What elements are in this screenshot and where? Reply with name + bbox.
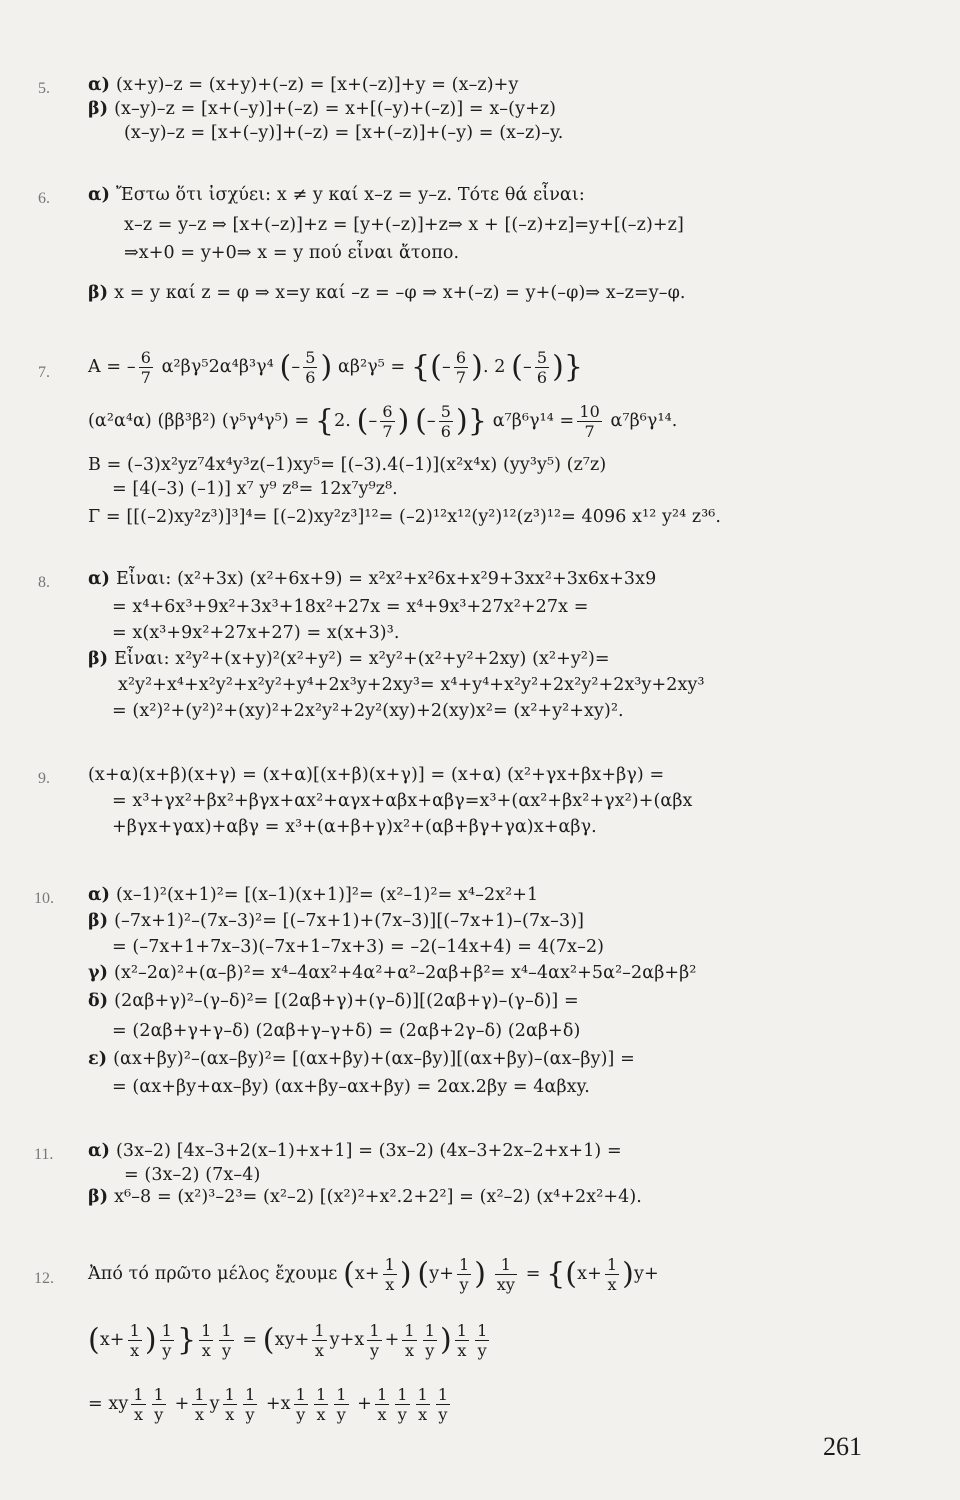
fraction [423, 1321, 437, 1360]
numerator: 1 [458, 1255, 470, 1274]
equation: ⇒x+0 = y+0⇒ x = y πού εἶναι ἄτοπο. [124, 243, 460, 263]
problem-number: 5. [38, 80, 50, 97]
solution-line [88, 184, 585, 206]
numerator: 1 [397, 1385, 408, 1404]
denominator: 7 [455, 368, 467, 387]
numerator: 1 [244, 1385, 256, 1404]
paren: ( [343, 1256, 355, 1292]
part-label: α) [88, 185, 110, 205]
part-label: ε) [88, 1049, 108, 1069]
denominator: 6 [305, 368, 316, 387]
page-number: 261 [823, 1432, 862, 1461]
equation: (2αβ+γ)²–(γ–δ)²= [(2αβ+γ)+(γ–δ)][(2αβ+γ)–(γ–δ)] = [114, 991, 579, 1011]
equation-line: A = – $\frac{6}{7}$ α²βγ⁵2α⁴β³γ⁴ (– $\frac{5}{6}$ ) αβ²γ⁵ = {(– $\frac{6}{7}$ ). 2 (– $\frac{5}{6}$ )} [88, 348, 584, 387]
solution-line [88, 1140, 622, 1162]
solution-line [88, 990, 579, 1012]
denominator: x [457, 1341, 467, 1360]
fraction [380, 402, 394, 441]
paren: ) [622, 1256, 634, 1292]
numerator: 1 [376, 1385, 388, 1404]
fraction [128, 1321, 142, 1360]
problem-number: 11. [34, 1146, 54, 1163]
denominator: x [377, 1405, 387, 1424]
var: x [280, 1394, 291, 1414]
equation: (x+y)–z = (x+y)+(–z) = [x+(–z)]+y = (x–z)+y [115, 75, 519, 95]
problem-number: 10. [34, 890, 54, 907]
brace: )} [456, 403, 488, 439]
equation: x²y²+x⁴+x²y²+x²y²+y⁴+2x³y+2xy³= x⁴+y⁴+x²y²+2x²y²+2x³y+2xy³ [118, 675, 705, 695]
expression: . 2 [482, 357, 506, 377]
intro-text: Ἀπό τό πρῶτο μέλος ἔχουμε [88, 1264, 338, 1284]
numerator: 1 [456, 1321, 468, 1340]
denominator: y [154, 1405, 164, 1424]
op: + [174, 1394, 190, 1414]
paren: ) [471, 349, 483, 385]
numerator: 5 [536, 348, 548, 367]
fraction [475, 1321, 489, 1360]
solution-line [88, 648, 610, 670]
numerator: 1 [336, 1385, 347, 1404]
numerator: 1 [224, 1385, 235, 1404]
var: x [577, 1264, 588, 1284]
numerator: 1 [606, 1255, 618, 1274]
fraction [367, 1321, 381, 1360]
numerator: 5 [305, 348, 316, 367]
denominator: y [336, 1405, 346, 1424]
fraction [131, 1385, 145, 1424]
var: y [329, 1330, 340, 1350]
paren: ) [474, 1256, 487, 1292]
denominator: y [245, 1405, 255, 1424]
part-label: α) [88, 1141, 110, 1161]
part-label: α) [88, 885, 110, 905]
op: + [439, 1264, 454, 1284]
equation: = (αx+βy+αx–βy) (αx+βy–αx+βy) = 2αx.2βy = 4αβxy. [112, 1077, 590, 1097]
solution-line [88, 282, 686, 304]
brace: {( [410, 349, 442, 385]
var: y [633, 1264, 644, 1284]
denominator: x [194, 1405, 205, 1424]
paren: ) [320, 349, 333, 385]
denominator: 6 [536, 368, 548, 387]
fraction [314, 1385, 328, 1424]
numerator: 1 [161, 1321, 172, 1340]
fraction [334, 1385, 348, 1424]
equation: = (–7x+1+7x–3)(–7x+1–7x+3) = –2(–14x+4) = 4(7x–2) [112, 937, 605, 957]
paren: ) [397, 403, 410, 439]
equation: (x–y)–z = [x+(–y)]+(–z) = x+[(–y)+(–z)] = x–(y+z) [114, 99, 557, 119]
fraction [303, 348, 317, 387]
equation: (3x–2) [4x–3+2(x–1)+x+1] = (3x–2) (4x–3+2x–2+x+1) = [115, 1141, 622, 1161]
var: x [354, 1330, 365, 1350]
fraction [495, 1255, 517, 1294]
numerator: 1 [295, 1385, 306, 1404]
equation: +βγx+γαx)+αβγ = x³+(α+β+γ)x²+(αβ+βγ+γα)x+αβγ. [112, 817, 597, 837]
fraction [577, 402, 602, 441]
equation: (αx+βy)²–(αx–βy)²= [(αx+βy)+(αx–βy)][(αx+βy)–(αx–βy)] = [113, 1049, 635, 1069]
equation: = (2αβ+γ+γ–δ) (2αβ+γ–γ+δ) = (2αβ+2γ–δ) (2αβ+δ) [112, 1021, 581, 1041]
expression: A = – [88, 357, 136, 377]
problem-number: 7. [38, 364, 50, 381]
equation: (–7x+1)²–(7x–3)²= [(–7x+1)+(7x–3)][(–7x+1)–(7x–3)] [114, 911, 585, 931]
solution-line [88, 1048, 635, 1070]
problem-number: 8. [38, 574, 50, 591]
part-label: β) [88, 911, 109, 931]
numerator: 1 [153, 1385, 164, 1404]
solution-line [88, 1186, 642, 1208]
denominator: y [369, 1341, 380, 1360]
solution-line [88, 98, 556, 120]
var: x [354, 1264, 365, 1284]
expression: α⁷β⁶γ¹⁴. [610, 411, 678, 431]
numerator: 1 [315, 1385, 327, 1404]
problem-number: 12. [34, 1270, 54, 1287]
numerator: 1 [477, 1321, 488, 1340]
paren: ( [417, 1256, 430, 1292]
denominator: x [130, 1341, 140, 1360]
solution-line [88, 910, 584, 932]
denominator: y [221, 1341, 232, 1360]
solution-line [88, 884, 538, 906]
solution-line [88, 568, 656, 590]
fraction [457, 1255, 471, 1294]
paren: ( [415, 403, 427, 439]
equation-line: (α²α⁴α) (ββ³β²) (γ⁵γ⁴γ⁵) = {2. (– $\frac{6}{7}$ ) (– $\frac{5}{6}$ )} α⁷β⁶γ¹⁴ = $\frac{10}{7}$ α⁷β⁶γ¹⁴. [88, 402, 678, 441]
numerator: 1 [437, 1385, 449, 1404]
numerator: 10 [579, 402, 600, 421]
denominator: y [425, 1341, 435, 1360]
solution-line [88, 74, 518, 96]
numerator: 1 [314, 1321, 325, 1340]
part-label: γ) [88, 963, 109, 983]
op: + [364, 1264, 380, 1284]
equation: x = y καί z = φ ⇒ x=y καί –z = –φ ⇒ x+(–z) = y+(–φ)⇒ x–z=y–φ. [114, 283, 686, 303]
denominator: x [385, 1275, 395, 1294]
fraction [139, 348, 153, 387]
denominator: x [225, 1405, 235, 1424]
denominator: x [314, 1341, 325, 1360]
numerator: 1 [424, 1321, 435, 1340]
part-label: β) [88, 649, 109, 669]
fraction [454, 348, 468, 387]
denominator: y [438, 1405, 448, 1424]
equation-line [88, 1246, 659, 1302]
fraction [160, 1321, 174, 1360]
numerator: 5 [440, 402, 452, 421]
denominator: y [397, 1405, 407, 1424]
op: + [643, 1264, 659, 1284]
numerator: 1 [221, 1321, 232, 1340]
equation: = x⁴+6x³+9x²+3x³+18x²+27x = x⁴+9x³+27x²+27x = [112, 597, 589, 617]
var: x [99, 1330, 110, 1350]
equation: = x(x³+9x²+27x+27) = x(x+3)³. [112, 623, 400, 643]
expression: = xy [88, 1394, 129, 1414]
numerator: 6 [455, 348, 467, 367]
paren: ) [439, 1322, 452, 1358]
paren: ( [88, 1322, 100, 1358]
part-label: α) [88, 569, 110, 589]
denominator: y [162, 1341, 172, 1360]
numerator: 1 [495, 1255, 517, 1275]
fraction [152, 1385, 166, 1424]
op: + [587, 1264, 602, 1284]
numerator: 6 [382, 402, 393, 421]
part-label: δ) [88, 991, 109, 1011]
denominator: x [405, 1341, 415, 1360]
expression: α²βγ⁵2α⁴β³γ⁴ [161, 357, 274, 377]
fraction [375, 1385, 389, 1424]
expression: 2. [334, 411, 351, 431]
problem-number: 6. [38, 190, 50, 207]
op: + [109, 1330, 125, 1350]
brace: {( [546, 1256, 578, 1292]
equation: Εἶναι: (x²+3x) (x²+6x+9) = x²x²+x²6x+x²9+3xx²+3x6x+3x9 [115, 569, 657, 589]
numerator: 1 [384, 1255, 395, 1274]
fraction [243, 1385, 257, 1424]
denominator: x [418, 1405, 428, 1424]
paren: ( [262, 1322, 275, 1358]
paren: ( [511, 349, 523, 385]
numerator: 1 [133, 1385, 144, 1404]
denominator: 7 [382, 422, 393, 441]
var: y [429, 1264, 440, 1284]
fraction [223, 1385, 237, 1424]
numerator: 1 [194, 1385, 205, 1404]
fraction [395, 1385, 409, 1424]
denominator: x [201, 1341, 211, 1360]
denominator: x [607, 1275, 617, 1294]
denominator: xy [496, 1275, 516, 1294]
problem-number: 9. [38, 770, 50, 787]
paren: ( [279, 349, 292, 385]
brace: { [314, 403, 335, 439]
fraction [436, 1385, 450, 1424]
denominator: x [133, 1405, 144, 1424]
numerator: 1 [369, 1321, 380, 1340]
paren: ) [144, 1322, 157, 1358]
expression: α⁷β⁶γ¹⁴ = [492, 411, 575, 431]
equation: (x–1)²(x+1)²= [(x–1)(x+1)]²= (x²–1)²= x⁴–2x²+1 [115, 885, 539, 905]
fraction [402, 1321, 416, 1360]
fraction [416, 1385, 430, 1424]
denominator: 6 [440, 422, 452, 441]
part-label: β) [88, 99, 109, 119]
numerator: 1 [201, 1321, 212, 1340]
fraction [219, 1321, 233, 1360]
op: + [294, 1330, 310, 1350]
equation: Εἶναι: x²y²+(x+y)²(x²+y²) = x²y²+(x²+y²+2xy) (x²+y²)= [114, 649, 610, 669]
var: y [209, 1394, 220, 1414]
equation: = x³+γx²+βx²+βγx+αx²+αγx+αβx+αβγ=x³+(αx²+βx²+γx²)+(αβx [112, 791, 693, 811]
brace: } [176, 1322, 197, 1358]
denominator: x [316, 1405, 326, 1424]
equation: = (x²)²+(y²)²+(xy)²+2x²y²+2y²(xy)+2(xy)x²= (x²+y²+xy)². [112, 701, 624, 721]
numerator: 1 [129, 1321, 140, 1340]
denominator: 7 [584, 422, 595, 441]
fraction [383, 1255, 397, 1294]
op: + [339, 1330, 355, 1350]
part-label: β) [88, 283, 109, 303]
fraction [535, 348, 549, 387]
equation: B = (–3)x²yz⁷4x⁴y³z(–1)xy⁵= [(–3).4(–1)](x²x⁴x) (yy³y⁵) (z⁷z) [88, 455, 607, 475]
equation: (x–y)–z = [x+(–y)]+(–z) = [x+(–z)]+(–y) = (x–z)–y. [124, 123, 564, 143]
denominator: y [459, 1275, 469, 1294]
equation-line [88, 1376, 453, 1432]
expression: αβ²γ⁵ = [337, 357, 406, 377]
expression: (α²α⁴α) (ββ³β²) (γ⁵γ⁴γ⁵) = [88, 411, 310, 431]
equation: = [4(–3) (–1)] x⁷ y⁹ z⁸= 12x⁷y⁹z⁸. [112, 479, 398, 499]
op: = [242, 1330, 258, 1350]
equation-line [88, 1312, 492, 1368]
fraction [192, 1385, 206, 1424]
equation: Ἔστω ὅτι ἰσχύει: x ≠ y καί x–z = y–z. Τότε θά εἶναι: [115, 185, 585, 205]
fraction [294, 1385, 308, 1424]
fraction [605, 1255, 619, 1294]
solution-line [88, 962, 697, 984]
fraction [199, 1321, 213, 1360]
op: = [525, 1264, 541, 1284]
fraction [439, 402, 453, 441]
op: + [265, 1394, 281, 1414]
part-label: α) [88, 75, 110, 95]
denominator: 7 [140, 368, 151, 387]
equation: (x²–2α)²+(α–β)²= x⁴–4αx²+4α²+α²–2αβ+β²= x⁴–4αx²+5α²–2αβ+β² [114, 963, 697, 983]
equation: Γ = [[(–2)xy²z³)]³]⁴= [(–2)xy²z³]¹²= (–2)¹²x¹²(y²)¹²(z³)¹²= 4096 x¹² y²⁴ z³⁶. [88, 507, 722, 527]
var: xy [274, 1330, 295, 1350]
op: + [357, 1394, 372, 1414]
op: + [384, 1330, 400, 1350]
denominator: y [477, 1341, 487, 1360]
denominator: y [296, 1405, 306, 1424]
fraction [312, 1321, 326, 1360]
equation: x⁶–8 = (x²)³–2³= (x²–2) [(x²)²+x².2+2²] = (x²–2) (x⁴+2x²+4). [114, 1187, 642, 1207]
equation: = (3x–2) (7x–4) [124, 1165, 261, 1185]
equation: x–z = y–z ⇒ [x+(–z)]+z = [y+(–z)]+z⇒ x + [(–z)+z]=y+[(–z)+z] [124, 215, 684, 235]
brace: )} [552, 349, 584, 385]
equation: (x+α)(x+β)(x+γ) = (x+α)[(x+β)(x+γ)] = (x+α) (x²+γx+βx+βγ) = [88, 765, 665, 785]
fraction [455, 1321, 469, 1360]
part-label: β) [88, 1187, 109, 1207]
paren: ( [356, 403, 369, 439]
numerator: 1 [404, 1321, 415, 1340]
numerator: 1 [417, 1385, 428, 1404]
paren: ) [399, 1256, 412, 1292]
numerator: 6 [140, 348, 151, 367]
